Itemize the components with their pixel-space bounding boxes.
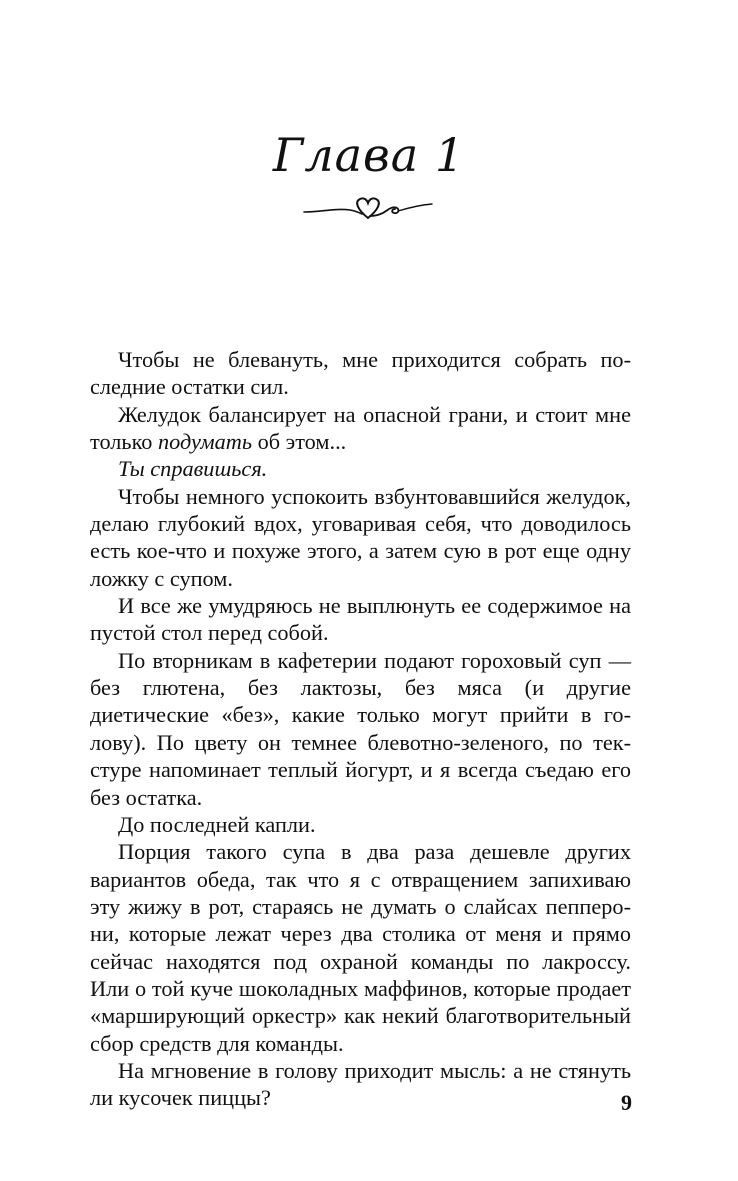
paragraph [90, 647, 631, 811]
heart-swirl-ornament-icon [298, 192, 438, 226]
text-run: Чтобы не блевануть, мне приходится собрать последние остатки сил. [90, 347, 631, 400]
text-run: Желудок балансирует на опасной грани, и стоит мне только [90, 401, 631, 455]
italic-text: Ты справишься. [118, 456, 268, 482]
italic-text: подумать [158, 429, 252, 455]
paragraph [90, 346, 631, 401]
text-run: На мгновение в голову приходит мысль: а не стянуть ли кусочек пиццы? [90, 1057, 631, 1111]
chapter-title: Глава 1 [272, 128, 466, 182]
paragraph [90, 838, 631, 1057]
text-run: Порция такого супа в два раза дешевле других вариантов обеда, так что я с отвращением запихиваю эту жижу в рот, стараясь не думать о слайсах пепперони, которые лежат через два столика от меня и прямо сейчас находятся под охраной команды по лакроссу. Или о той куче шоколадных маффинов, которые продает «марширующий оркестр» как некий благотворительный сбор средств для команды. [90, 839, 631, 1056]
chapter-body-text [90, 346, 631, 1112]
text-run: До последней капли. [118, 811, 316, 837]
paragraph [90, 483, 631, 592]
paragraph [90, 401, 631, 456]
text-run: об этом... [252, 429, 347, 455]
paragraph [90, 811, 631, 838]
paragraph [90, 455, 631, 482]
paragraph [90, 592, 631, 647]
text-run: И все же умудряюсь не выплюнуть ее содержимое на пустой стол перед собой. [90, 593, 631, 646]
paragraph [90, 1057, 631, 1112]
text-run: По вторникам в кафетерии подают гороховый суп — без глютена, без лактозы, без мяса (и другие диетические «без», какие только могут прийти в голову). По цвету он темнее блевотно-зеленого, по текстуре напоминает теплый йогурт, и я всегда съедаю его без остатка. [90, 647, 631, 810]
text-run: Чтобы немного успокоить взбунтовавшийся желудок, делаю глубокий вдох, уговаривая себя, что доводилось есть кое-что и похуже этого, а затем сую в рот еще одну ложку с супом. [90, 483, 631, 591]
page-number: 9 [621, 1090, 632, 1115]
